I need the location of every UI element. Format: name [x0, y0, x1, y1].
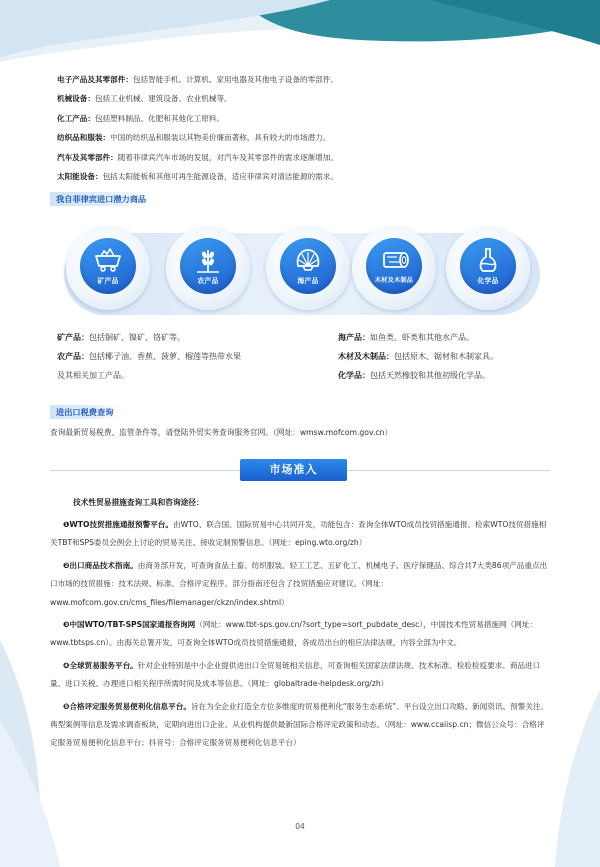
export-item: 化工产品：包括塑料制品、化肥和其他化工原料。	[57, 113, 225, 123]
tool-item: ❶WTO技贸措施通报预警平台。由WTO、联合国、国际贸易中心共同开发，功能包含：查询全体WTO成员技贸措施通报、检索WTO技贸措施相关TBT和SPS委员会例会上讨论的贸易关注、接收定制预警信息。（网址：eping.wto.org/zh）	[50, 520, 547, 548]
product-desc-item: 及其相关加工产品。	[57, 371, 129, 380]
market-access-tools	[50, 496, 550, 757]
product-timber	[352, 226, 436, 310]
product-desc-left	[57, 328, 327, 385]
product-chemical	[446, 226, 530, 310]
tariff-text: 查询最新贸易税费、监管条件等，请登陆外贸实务查询服务官网。（网址：wmsw.mofcom.gov.cn）	[50, 428, 393, 437]
market-access-title: 市场准入	[240, 459, 347, 481]
export-item: 太阳能设备：包括太阳能板和其他可再生能源设备，适应菲律宾对清洁能源的需求。	[57, 172, 338, 182]
product-label: 木材及木制品	[374, 277, 414, 284]
flask-icon	[472, 246, 504, 274]
log-icon	[378, 246, 410, 274]
product-desc-right	[338, 328, 558, 385]
page-number: 04	[295, 822, 305, 831]
tool-item: ❹全球贸易服务平台。针对企业特别是中小企业提供进出口全贸易链相关信息，可查询相关国家法律法规、技术标准、检验检疫要求、商品进口量、进口关税、办理进口相关程序所需时间及成本等信息。（网址：globaltrade-helpdesk.org/zh）	[50, 660, 541, 689]
product-desc-item: 化学品：包括天然橡胶和其他初级化学品。	[338, 371, 490, 380]
product-label: 海产品	[297, 277, 319, 285]
export-item: 纺织品和服装：中国的纺织品和服装以其物美价廉而著称，具有较大的市场潜力。	[57, 133, 331, 143]
product-desc-item: 矿产品：包括铜矿、镍矿、铬矿等。	[57, 333, 185, 342]
tariff-section-heading: 进出口税费查询	[50, 405, 119, 419]
export-item: 机械设备：包括工业机械、建筑设备、农业机械等。	[57, 94, 232, 104]
product-label: 矿产品	[97, 277, 119, 285]
export-item: 汽车及其零部件：随着菲律宾汽车市场的发展，对汽车及其零部件的需求逐渐增加。	[57, 152, 338, 162]
wheat-icon	[192, 246, 224, 274]
product-agriculture	[166, 226, 250, 310]
export-item: 电子产品及其零部件：包括智能手机、计算机、家用电器及其他电子设备的零部件。	[57, 75, 338, 84]
tools-intro: 技术性贸易措施查询工具和咨询途径：	[73, 498, 204, 507]
product-label: 化学品	[477, 277, 499, 285]
product-seafood	[266, 226, 350, 310]
product-label: 农产品	[197, 277, 219, 285]
import-section-heading: 我自菲律宾进口潜力商品	[50, 192, 152, 206]
product-mineral	[66, 226, 150, 310]
product-desc-item: 木材及木制品：包括原木、锯材和木制家具。	[338, 352, 498, 361]
tool-item: ❺合格评定服务贸易便利化信息平台。旨在为全企业打造全方位多维度的贸易便利化“服务生态系统”。平台设立出口攻略、新闻资讯、预警关注、典型案例等信息及需求调查板块，定期向进出口企业、从业机构提供最新国际合格评定政策和动态。（网址：www.ccaiisp.cn；微信公众号：合格评定服务贸易便利化信息平台；抖音号：合格评定服务贸易便利化信息平台）	[50, 701, 549, 748]
product-desc-item: 海产品：如鱼类、虾类和其他水产品。	[338, 333, 474, 342]
mineral-cart-icon	[92, 246, 124, 274]
product-desc-item: 农产品：包括椰子油、香蕉、菠萝、榴莲等热带水果	[57, 352, 241, 361]
tool-item: ❷出口商品技术指南。由商务部开发，可查询食品土畜、纺织服装、轻工工艺、五矿化工、机械电子、医疗保健品、综合共7大类86项产品重点出口市场的技贸措施：技术法规、标准、合格评定程序。部分指南还包含了技贸措施应对建议。（网址：www.mofcom.gov.cn/cms_files/filemanager/ckzn/index.shtml）	[50, 560, 548, 607]
export-products-list	[57, 70, 557, 186]
tool-item: ❸中国WTO/TBT-SPS国家通报咨询网（网址：www.tbt-sps.gov.cn/?sort_type=sort_pubdate_desc），中国技术性贸易措施网（网址：www.tbtsps.cn）。由海关总署开发，可查询全体WTO成员技贸措施通报，各成员出台的相应法律法规，内容全部为中文。	[50, 620, 538, 648]
shell-icon	[292, 246, 324, 274]
